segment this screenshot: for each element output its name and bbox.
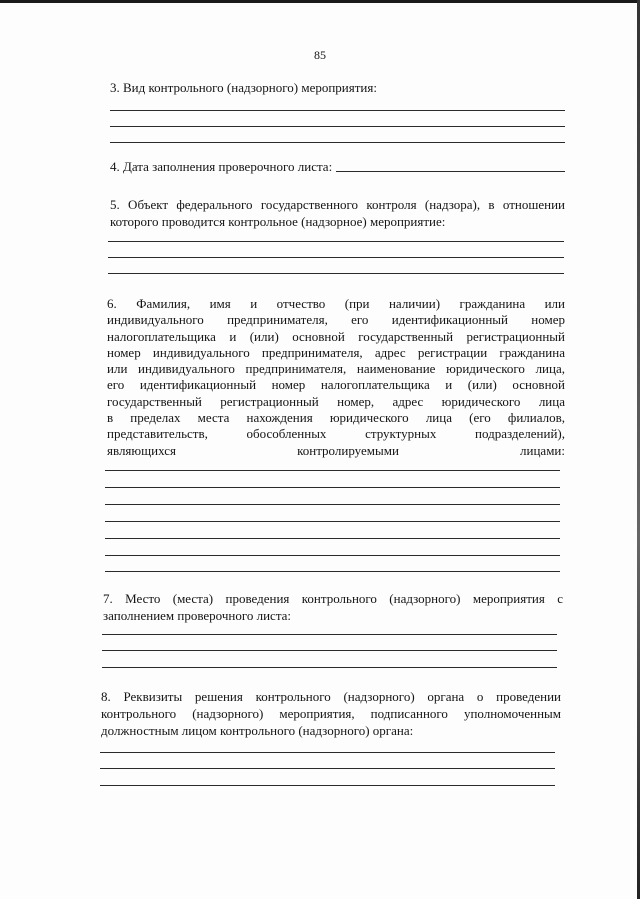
section-6-fill-5 [105, 538, 560, 539]
section-7-label: 7. Место (места) проведения контрольного (надзорного) мероприятия с заполнением проверочного листа: [103, 591, 563, 623]
section-8-label: 8. Реквизиты решения контрольного (надзорного) органа о проведении контрольного (надзорного) мероприятия, подписанного уполномоченным должностным лицом контрольного (надзорного) органа: [101, 689, 561, 738]
section-3 [110, 79, 565, 96]
section-6-line-6: его идентификационный номер налогоплательщика и (или) основной [107, 377, 565, 393]
section-6-line-9: представительств, обособленных структурных подразделений), [107, 426, 565, 442]
section-3-line-2 [110, 126, 565, 127]
page-number: 85 [314, 48, 326, 62]
section-4 [110, 158, 565, 175]
section-4-label: 4. Дата заполнения проверочного листа: [110, 159, 333, 174]
section-3-line-1 [110, 110, 565, 111]
section-6-line-5: или индивидуального предпринимателя, наименование юридического лица, [107, 361, 565, 377]
section-8 [101, 688, 561, 739]
section-5-line-3 [108, 273, 564, 274]
section-7 [103, 590, 563, 624]
section-8-line-3 [100, 785, 555, 786]
section-6-fill-6 [105, 555, 560, 556]
section-7-line-3 [102, 667, 557, 668]
section-6-fill-1 [105, 470, 560, 471]
section-7-line-1 [102, 634, 557, 635]
section-8-line-1 [100, 752, 555, 753]
section-6-line-8: в пределах места нахождения юридического лица (его филиалов, [107, 410, 565, 426]
section-6-line-4: номер индивидуального предпринимателя, адрес регистрации гражданина [107, 344, 565, 360]
section-5-line-2 [108, 257, 564, 258]
section-6-line-10: являющихся контролируемыми лицами: [107, 442, 565, 458]
section-6-line-2: индивидуального предпринимателя, его идентификационный номер [107, 312, 565, 328]
section-6-fill-2 [105, 487, 560, 488]
section-7-line-2 [102, 650, 557, 651]
scan-edge-top [0, 0, 640, 3]
section-6-line-3: налогоплательщика и (или) основной государственный регистрационный [107, 328, 565, 344]
section-6-fill-7 [105, 571, 560, 572]
section-5-line-1 [108, 241, 564, 242]
section-6-fill-3 [105, 504, 560, 505]
section-5-label: 5. Объект федерального государственного контроля (надзора), в отношении которого проводится контрольное (надзорное) мероприятие: [110, 197, 565, 229]
section-6 [107, 296, 565, 459]
section-3-label: 3. Вид контрольного (надзорного) мероприятия: [110, 80, 377, 95]
section-6-fill-4 [105, 521, 560, 522]
section-6-line-1: 6. Фамилия, имя и отчество (при наличии) гражданина или [107, 296, 565, 311]
date-fill-line [336, 171, 565, 172]
section-6-line-7: государственный регистрационный номер, адрес юридического лица [107, 393, 565, 409]
section-8-line-2 [100, 768, 555, 769]
section-5 [110, 196, 565, 230]
section-3-line-3 [110, 142, 565, 143]
